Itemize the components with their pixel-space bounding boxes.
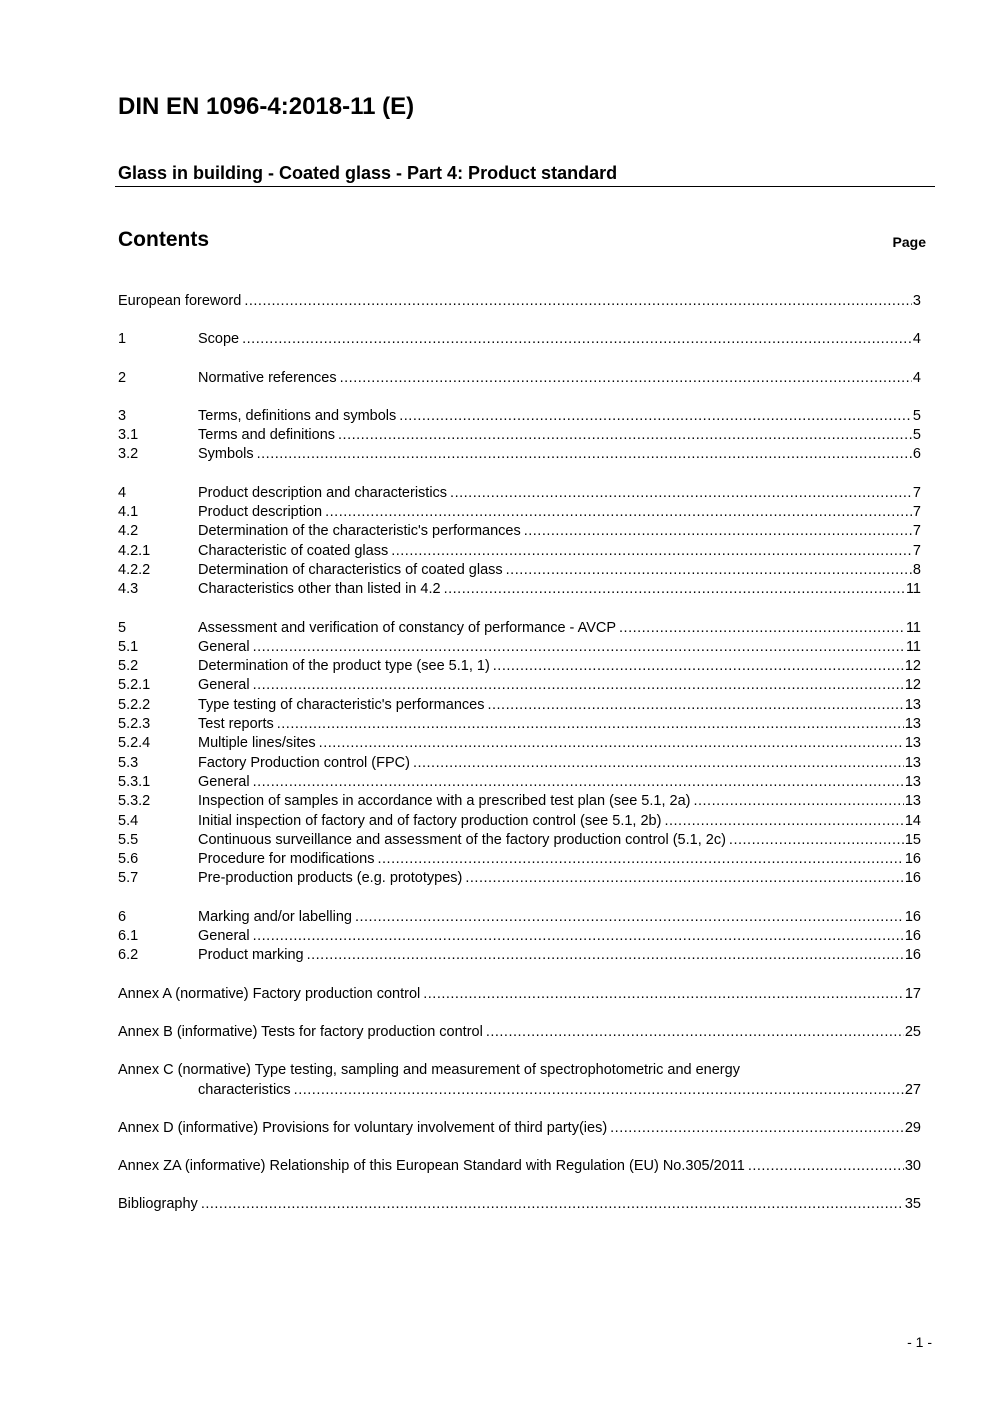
toc-entry-annex-c[interactable] (118, 1061, 921, 1080)
toc-entry-3[interactable] (118, 407, 921, 426)
toc-title: Continuous surveillance and assessment of the factory production control (5.1, 2c) (198, 831, 726, 848)
toc-page: 13 (904, 735, 921, 752)
toc-title: European foreword (118, 293, 242, 309)
toc-page: 12 (904, 658, 921, 675)
toc-dot-leader (322, 503, 912, 522)
toc-title: Annex A (normative) Factory production control (118, 985, 421, 1002)
toc-title-line1: Annex C (normative) Type testing, sampling and measurement of spectrophotometric and energy (118, 1062, 740, 1079)
toc-number: 5.4 (118, 812, 139, 829)
toc-title: General (198, 773, 250, 790)
toc-dot-leader (483, 1023, 904, 1042)
toc-title: General (198, 638, 250, 655)
toc-page: 25 (904, 1023, 921, 1040)
toc-title: Determination of the characteristic's performances (198, 523, 521, 540)
toc-entry-5-2-4[interactable] (118, 734, 921, 753)
toc-page: 7 (912, 484, 921, 501)
toc-title: Test reports (198, 716, 274, 733)
toc-page: 13 (904, 696, 921, 713)
toc-entry-4[interactable] (118, 484, 921, 503)
toc-dot-leader (521, 522, 912, 541)
toc-entry-bibliography[interactable] (118, 1195, 921, 1214)
toc-page: 6 (912, 446, 921, 463)
toc-title: Pre-production products (e.g. prototypes) (198, 870, 463, 887)
toc-page: 16 (904, 851, 921, 868)
toc-dot-leader (352, 908, 904, 927)
toc-number: 6.1 (118, 928, 139, 945)
toc-title: Terms and definitions (198, 427, 336, 444)
toc-title: Initial inspection of factory and of factory production control (see 5.1, 2b) (198, 812, 662, 829)
toc-title: General (198, 928, 250, 945)
toc-page: 7 (912, 542, 921, 559)
toc-page: 29 (904, 1119, 921, 1136)
toc-page: 12 (904, 677, 921, 694)
toc-entry-4-3[interactable] (118, 580, 921, 599)
toc-title: Normative references (198, 369, 337, 386)
toc-entry-annex-c-continued[interactable] (118, 1081, 921, 1100)
toc-dot-leader (447, 484, 912, 503)
toc-dot-leader (337, 369, 912, 388)
toc-entry-5-7[interactable] (118, 869, 921, 888)
toc-title: Product description (198, 504, 323, 521)
toc-dot-leader (745, 1157, 904, 1176)
toc-title: Annex B (informative) Tests for factory production control (118, 1023, 483, 1040)
toc-page: 4 (912, 369, 921, 386)
toc-entry-5-3-2[interactable] (118, 792, 921, 811)
toc-entry-5-3-1[interactable] (118, 773, 921, 792)
toc-entry-5-6[interactable] (118, 850, 921, 869)
toc-number: 3 (118, 407, 127, 424)
toc-dot-leader (661, 812, 903, 831)
document-id: DIN EN 1096-4:2018-11 (E) (118, 93, 415, 120)
toc-page: 4 (912, 331, 921, 348)
toc-title: General (198, 677, 250, 694)
toc-entry-5-4[interactable] (118, 812, 921, 831)
toc-page: 14 (904, 812, 921, 829)
toc-title: Annex D (informative) Provisions for voluntary involvement of third party(ies) (118, 1119, 608, 1136)
toc-entry-1[interactable] (118, 330, 921, 349)
toc-page: 3 (912, 293, 921, 309)
toc-dot-leader (198, 1195, 904, 1214)
toc-entry-3-2[interactable] (118, 445, 921, 464)
toc-dot-leader (274, 715, 904, 734)
toc-dot-leader (490, 657, 904, 676)
toc-number: 5.3 (118, 754, 139, 771)
toc-dot-leader (250, 773, 904, 792)
toc-dot-leader (396, 407, 912, 426)
toc-title: Multiple lines/sites (198, 735, 316, 752)
toc-title: Scope (198, 331, 240, 348)
toc-number: 5.5 (118, 831, 139, 848)
toc-entry-5-3[interactable] (118, 754, 921, 773)
toc-title: Type testing of characteristic's performances (198, 696, 485, 713)
toc-page: 11 (905, 619, 921, 636)
title-rule (115, 186, 935, 187)
toc-page: 16 (904, 908, 921, 925)
toc-title: Characteristics other than listed in 4.2 (198, 581, 441, 598)
toc-number: 5.2.2 (118, 696, 151, 713)
toc-entry-5-2-1[interactable] (118, 676, 921, 695)
toc-title: Determination of characteristics of coated glass (198, 561, 503, 578)
toc-page: 16 (904, 947, 921, 964)
toc-title: Assessment and verification of constancy of performance - AVCP (198, 619, 617, 636)
toc-number: 5.2.1 (118, 677, 151, 694)
toc-entry-4-1[interactable] (118, 503, 921, 522)
toc-entry-5-1[interactable] (118, 638, 921, 657)
toc-number: 4.1 (118, 504, 139, 521)
toc-entry-6-1[interactable] (118, 927, 921, 946)
toc-dot-leader (241, 292, 912, 311)
toc-dot-leader (250, 638, 905, 657)
toc-page: 7 (912, 504, 921, 521)
toc-title: Terms, definitions and symbols (198, 407, 397, 424)
toc-page: 27 (904, 1081, 921, 1098)
toc-number: 5.2.3 (118, 716, 151, 733)
toc-dot-leader (291, 1081, 904, 1100)
toc-entry-2[interactable] (118, 369, 921, 388)
toc-dot-leader (420, 985, 904, 1004)
toc-number: 5.2 (118, 658, 139, 675)
toc-entry-annex-b[interactable] (118, 1023, 921, 1042)
toc-number: 4 (118, 484, 127, 501)
toc-dot-leader (335, 426, 912, 445)
toc-number: 4.3 (118, 581, 139, 598)
toc-page: 15 (904, 831, 921, 848)
table-of-contents (118, 292, 921, 1215)
toc-title: Factory Production control (FPC) (198, 754, 410, 771)
toc-title: Product description and characteristics (198, 484, 448, 501)
toc-dot-leader (484, 696, 903, 715)
toc-dot-leader (690, 792, 903, 811)
toc-title: Product marking (198, 947, 304, 964)
toc-title-line2: characteristics (198, 1081, 291, 1098)
toc-dot-leader (462, 869, 904, 888)
toc-title: Characteristic of coated glass (198, 542, 389, 559)
toc-page: 17 (904, 985, 921, 1002)
toc-title: Bibliography (118, 1196, 198, 1213)
toc-entry-annex-d[interactable] (118, 1119, 921, 1138)
toc-page: 35 (904, 1196, 921, 1213)
toc-page: 13 (904, 754, 921, 771)
toc-title: Procedure for modifications (198, 851, 375, 868)
toc-entry-5-5[interactable] (118, 831, 921, 850)
toc-page: 8 (912, 561, 921, 578)
toc-dot-leader (410, 754, 904, 773)
document-title: Glass in building - Coated glass - Part 4: Product standard (118, 163, 618, 183)
page-number: - 1 - (907, 1334, 932, 1350)
toc-entry-6-2[interactable] (118, 946, 921, 965)
toc-title: Symbols (198, 446, 254, 463)
toc-page: 30 (904, 1158, 921, 1175)
toc-title: Inspection of samples in accordance with a prescribed test plan (see 5.1, 2a) (198, 793, 691, 810)
toc-dot-leader (254, 445, 912, 464)
toc-dot-leader (316, 734, 904, 753)
toc-entry-4-2-1[interactable] (118, 542, 921, 561)
toc-entry-5-2[interactable] (118, 657, 921, 676)
toc-entry-4-2-2[interactable] (118, 561, 921, 580)
toc-number: 5 (118, 619, 127, 636)
toc-dot-leader (375, 850, 904, 869)
toc-number: 5.1 (118, 638, 139, 655)
toc-entry-5[interactable] (118, 619, 921, 638)
toc-dot-leader (726, 831, 904, 850)
toc-number: 5.3.1 (118, 773, 151, 790)
toc-number: 3.2 (118, 446, 139, 463)
toc-page: 13 (904, 793, 921, 810)
page-column-label: Page (892, 234, 926, 250)
toc-dot-leader (250, 676, 904, 695)
toc-page: 13 (904, 716, 921, 733)
toc-number: 3.1 (118, 427, 139, 444)
toc-entry-5-2-3[interactable] (118, 715, 921, 734)
toc-entry-foreword[interactable] (118, 292, 921, 311)
toc-dot-leader (441, 580, 905, 599)
toc-number: 4.2 (118, 523, 139, 540)
toc-dot-leader (304, 946, 904, 965)
toc-entry-5-2-2[interactable] (118, 696, 921, 715)
toc-dot-leader (388, 542, 912, 561)
toc-number: 6.2 (118, 947, 139, 964)
toc-number: 5.2.4 (118, 735, 151, 752)
toc-entry-annex-a[interactable] (118, 985, 921, 1004)
toc-dot-leader (503, 561, 912, 580)
toc-title: Marking and/or labelling (198, 908, 352, 925)
toc-entry-annex-za[interactable] (118, 1157, 921, 1176)
toc-number: 4.2.1 (118, 542, 151, 559)
contents-heading: Contents (118, 228, 209, 251)
toc-entry-3-1[interactable] (118, 426, 921, 445)
toc-page: 13 (904, 773, 921, 790)
toc-number: 5.6 (118, 851, 139, 868)
toc-number: 1 (118, 331, 127, 348)
toc-dot-leader (607, 1119, 904, 1138)
toc-title: Annex ZA (informative) Relationship of this European Standard with Regulation (EU) No.305/2011 (118, 1158, 745, 1175)
toc-dot-leader (616, 619, 905, 638)
toc-page: 7 (912, 523, 921, 540)
toc-page: 11 (905, 581, 921, 598)
toc-number: 6 (118, 908, 127, 925)
toc-entry-6[interactable] (118, 908, 921, 927)
toc-dot-leader (239, 330, 912, 349)
toc-page: 16 (904, 870, 921, 887)
toc-page: 5 (912, 407, 921, 424)
toc-dot-leader (250, 927, 904, 946)
toc-number: 5.7 (118, 870, 139, 887)
toc-entry-4-2[interactable] (118, 522, 921, 541)
toc-page: 5 (912, 427, 921, 444)
toc-number: 2 (118, 369, 127, 386)
toc-title: Determination of the product type (see 5.1, 1) (198, 658, 490, 675)
toc-page: 16 (904, 928, 921, 945)
toc-page: 11 (905, 638, 921, 655)
toc-number: 4.2.2 (118, 561, 151, 578)
toc-number: 5.3.2 (118, 793, 151, 810)
